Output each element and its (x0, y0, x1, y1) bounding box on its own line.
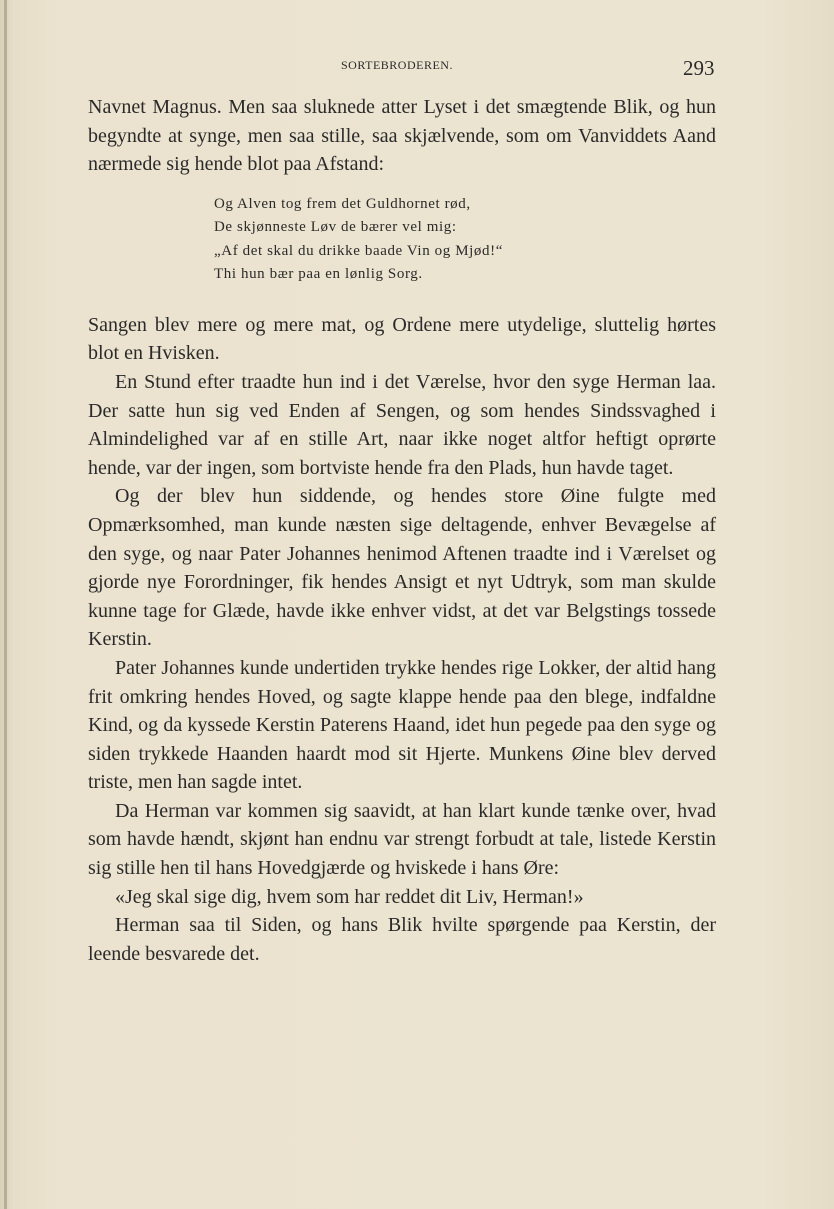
paragraph: Da Herman var kommen sig saavidt, at han klart kunde tænke over, hvad som havde hændt, skjønt han endnu var strengt forbudt at tale, listede Kerstin sig stille hen til hans Hovedgjærde og hviskede i hans Øre: (88, 799, 716, 880)
paragraph: En Stund efter traadte hun ind i det Værelse, hvor den syge Herman laa. Der satte hun sig ved Enden af Sengen, og som hendes Sindssvaghed i Almindelighed var af en stille Art, naar ikke noget altfor heftigt oprørte hende, var der ingen, som bortviste hende fra den Plads, hun havde taget. (88, 370, 716, 479)
paragraph: Og der blev hun siddende, og hendes store Øine fulgte med Opmærksomhed, man kunde næsten sige deltagende, enhver Bevægelse af den syge, og naar Pater Johannes henimod Aftenen traadte ind i Værelset og gjorde nye Forordninger, fik hendes Ansigt et nyt Udtryk, som man skulde kunne tage for Glæde, havde ikke enhver vidst, at det var Belgstings tossede Kerstin. (88, 485, 716, 651)
page-number: 293 (683, 56, 715, 80)
paragraph: Pater Johannes kunde undertiden trykke hendes rige Lokker, der altid hang frit omkring hendes Hoved, og sagte klappe hende paa den blege, indfaldne Kind, og da kyssede Kerstin Paterens Haand, idet hun pegede paa den syge og siden trykkede Haanden haardt mod sit Hjerte. Munkens Øine blev derved triste, men han sagde intet. (88, 656, 716, 794)
binding-edge (4, 0, 7, 1209)
running-title: SORTEBRODEREN. (341, 58, 453, 72)
poem-stanza (214, 193, 716, 287)
opening-paragraph: Navnet Magnus. Men saa sluknede atter Lyset i det smægtende Blik, og hun begyndte at synge, men saa stille, saa skjælvende, som om Vanviddets Aand nærmede sig hende blot paa Afstand: (88, 96, 716, 176)
poem-line: De skjønneste Løv de bærer vel mig: (214, 219, 457, 236)
poem-line: Og Alven tog frem det Guldhornet rød, (214, 195, 471, 212)
poem-line: Thi hun bær paa en lønlig Sorg. (214, 266, 423, 283)
page-header (0, 56, 834, 86)
paragraph: Sangen blev mere og mere mat, og Ordene mere utydelige, sluttelig hørtes blot en Hvisken. (88, 313, 716, 365)
body-text (88, 93, 716, 968)
paragraph: Herman saa til Siden, og hans Blik hvilte spørgende paa Kerstin, der leende besvarede det. (88, 914, 716, 965)
dialogue-line: «Jeg skal sige dig, hvem som har reddet dit Liv, Herman!» (115, 885, 584, 908)
poem-line: „Af det skal du drikke baade Vin og Mjød!“ (214, 242, 503, 259)
